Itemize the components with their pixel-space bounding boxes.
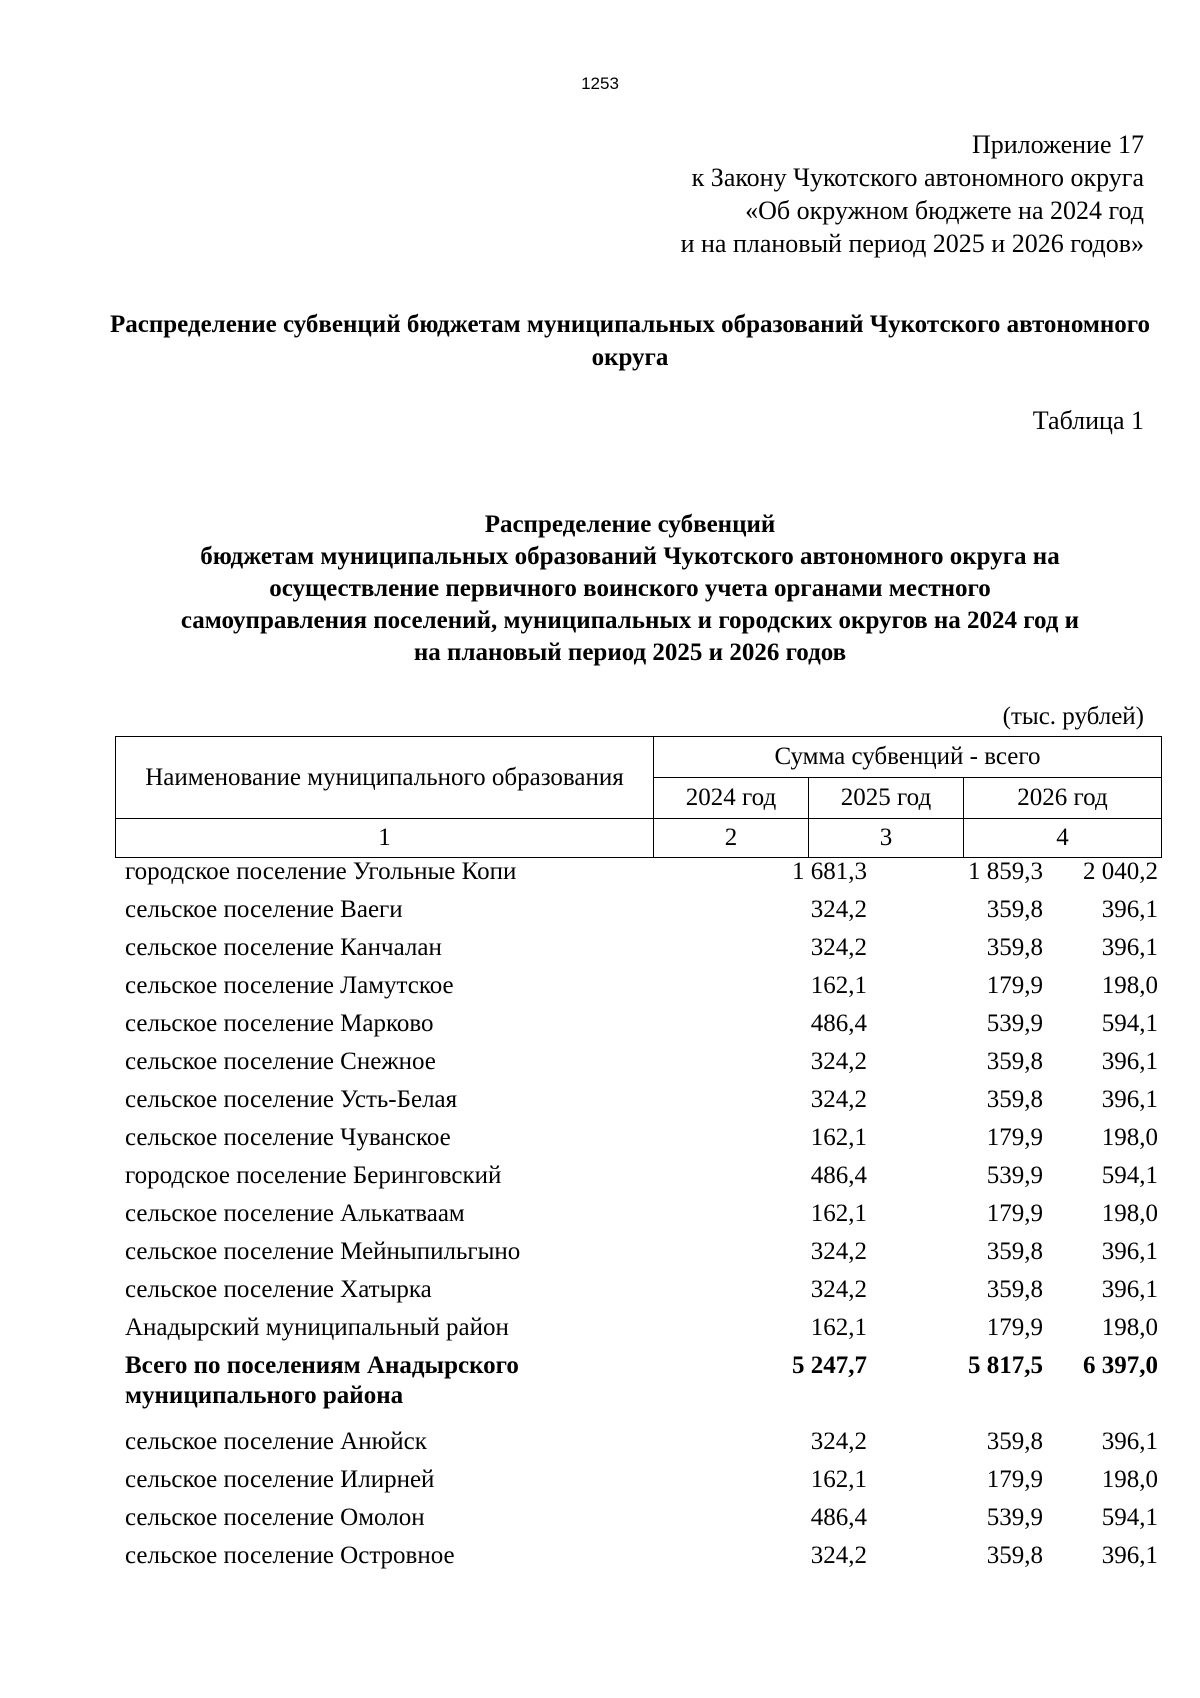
value-2026: 396,1 — [1101, 934, 1158, 961]
appendix-note — [681, 128, 1144, 260]
table-label: Таблица 1 — [1032, 406, 1144, 435]
header-sum: Сумма субвенций - всего — [654, 737, 1162, 778]
table-row — [115, 1199, 1162, 1237]
value-2025: 359,8 — [986, 1542, 1043, 1569]
table-row — [115, 971, 1162, 1009]
units-label: (тыс. рублей) — [1002, 703, 1144, 730]
table-row — [115, 1237, 1162, 1275]
value-2024: 162,1 — [810, 972, 867, 999]
value-2025: 539,9 — [986, 1010, 1043, 1037]
table-title — [100, 509, 1160, 669]
value-2024: 324,2 — [810, 1276, 867, 1303]
column-number: 1 — [116, 819, 654, 858]
value-2026: 198,0 — [1101, 1124, 1158, 1151]
row-name: сельское поселение Алькатваам — [125, 1200, 465, 1227]
value-2025: 359,8 — [986, 1276, 1043, 1303]
value-2024: 324,2 — [810, 1048, 867, 1075]
row-name: сельское поселение Мейныпильгыно — [125, 1238, 521, 1265]
header-name: Наименование муниципального образования — [116, 737, 654, 819]
row-name: городское поселение Угольные Копи — [125, 858, 517, 885]
row-name: сельское поселение Снежное — [125, 1048, 436, 1075]
value-2025: 539,9 — [986, 1162, 1043, 1189]
row-name: сельское поселение Ламутское — [125, 972, 454, 999]
row-name: городское поселение Беринговский — [125, 1162, 502, 1189]
page-number: 1253 — [581, 74, 619, 93]
value-2024: 486,4 — [810, 1504, 867, 1531]
row-name: Анадырский муниципальный район — [125, 1314, 509, 1341]
table-row — [115, 1465, 1162, 1503]
table-row — [115, 933, 1162, 971]
value-2025: 359,8 — [986, 1238, 1043, 1265]
row-name: сельское поселение Канчалан — [125, 934, 442, 961]
value-2025: 359,8 — [986, 1048, 1043, 1075]
value-2026: 6 397,0 — [1083, 1352, 1158, 1379]
row-name: сельское поселение Усть-Белая — [125, 1086, 458, 1113]
column-number: 3 — [809, 819, 964, 858]
value-2025: 179,9 — [986, 972, 1043, 999]
table-title-line: самоуправления поселений, муниципальных и городских округов на 2024 год и — [180, 607, 1080, 634]
appendix-line: «Об окружном бюджете на 2024 год — [745, 196, 1144, 225]
value-2026: 396,1 — [1101, 896, 1158, 923]
table-row — [115, 857, 1162, 895]
header-year: 2026 год — [964, 778, 1162, 819]
table-row — [115, 1009, 1162, 1047]
value-2026: 396,1 — [1101, 1048, 1158, 1075]
header-year: 2024 год — [654, 778, 809, 819]
total-row — [115, 1351, 1162, 1427]
value-2024: 162,1 — [810, 1314, 867, 1341]
row-name: сельское поселение Хатырка — [125, 1276, 432, 1303]
table-row — [115, 1085, 1162, 1123]
value-2024: 324,2 — [810, 896, 867, 923]
value-2026: 594,1 — [1101, 1162, 1158, 1189]
table-row — [115, 1161, 1162, 1199]
value-2026: 594,1 — [1101, 1010, 1158, 1037]
table-title-line: Распределение субвенций — [484, 511, 776, 538]
value-2026: 2 040,2 — [1083, 858, 1158, 885]
column-number: 4 — [964, 819, 1162, 858]
table-title-line: осуществление первичного воинского учета органами местного — [269, 575, 991, 602]
table-row — [115, 1427, 1162, 1465]
value-2024: 162,1 — [810, 1124, 867, 1151]
value-2025: 359,8 — [986, 1428, 1043, 1455]
value-2026: 396,1 — [1101, 1428, 1158, 1455]
value-2024: 324,2 — [810, 934, 867, 961]
value-2024: 324,2 — [810, 1238, 867, 1265]
row-name: сельское поселение Омолон — [125, 1504, 425, 1531]
row-name: сельское поселение Островное — [125, 1542, 455, 1569]
value-2024: 486,4 — [810, 1162, 867, 1189]
value-2024: 486,4 — [810, 1010, 867, 1037]
value-2024: 324,2 — [810, 1428, 867, 1455]
value-2024: 324,2 — [810, 1542, 867, 1569]
value-2026: 198,0 — [1101, 972, 1158, 999]
value-2026: 198,0 — [1101, 1314, 1158, 1341]
value-2026: 396,1 — [1101, 1238, 1158, 1265]
appendix-line: к Закону Чукотского автономного округа — [691, 163, 1144, 192]
table-row — [115, 1123, 1162, 1161]
value-2026: 396,1 — [1101, 1542, 1158, 1569]
column-number: 2 — [654, 819, 809, 858]
table-row — [115, 1275, 1162, 1313]
row-name: сельское поселение Марково — [125, 1010, 434, 1037]
value-2025: 539,9 — [986, 1504, 1043, 1531]
value-2025: 179,9 — [986, 1124, 1043, 1151]
value-2024: 162,1 — [810, 1200, 867, 1227]
value-2026: 594,1 — [1101, 1504, 1158, 1531]
value-2025: 359,8 — [986, 1086, 1043, 1113]
row-name: сельское поселение Ваеги — [125, 896, 403, 923]
row-name: сельское поселение Илирней — [125, 1466, 435, 1493]
value-2025: 359,8 — [986, 896, 1043, 923]
value-2026: 396,1 — [1101, 1276, 1158, 1303]
row-name: Всего по поселениям Анадырского муниципального района — [125, 1352, 519, 1409]
table-row — [115, 1503, 1162, 1541]
value-2025: 179,9 — [986, 1200, 1043, 1227]
value-2025: 1 859,3 — [968, 858, 1043, 885]
table-row — [115, 895, 1162, 933]
value-2025: 5 817,5 — [968, 1352, 1043, 1379]
value-2024: 162,1 — [810, 1466, 867, 1493]
value-2024: 5 247,7 — [792, 1352, 867, 1379]
value-2024: 324,2 — [810, 1086, 867, 1113]
value-2025: 359,8 — [986, 934, 1043, 961]
row-name: сельское поселение Чуванское — [125, 1124, 451, 1151]
header-year: 2025 год — [809, 778, 964, 819]
row-name: сельское поселение Анюйск — [125, 1428, 427, 1455]
table-title-line: на плановый период 2025 и 2026 годов — [413, 639, 847, 666]
value-2024: 1 681,3 — [792, 858, 867, 885]
main-title: Распределение субвенций бюджетам муниципальных образований Чукотского автономного округа — [109, 311, 1151, 371]
value-2025: 179,9 — [986, 1314, 1043, 1341]
data-table — [115, 857, 1162, 1579]
table-header — [115, 736, 1162, 858]
table-row — [115, 1541, 1162, 1579]
appendix-line: и на плановый период 2025 и 2026 годов» — [680, 229, 1144, 258]
table-row — [115, 1313, 1162, 1351]
value-2026: 198,0 — [1101, 1200, 1158, 1227]
value-2026: 198,0 — [1101, 1466, 1158, 1493]
value-2025: 179,9 — [986, 1466, 1043, 1493]
appendix-line: Приложение 17 — [971, 130, 1144, 159]
value-2026: 396,1 — [1101, 1086, 1158, 1113]
table-row — [115, 1047, 1162, 1085]
table-title-line: бюджетам муниципальных образований Чукотского автономного округа на — [200, 543, 1060, 570]
